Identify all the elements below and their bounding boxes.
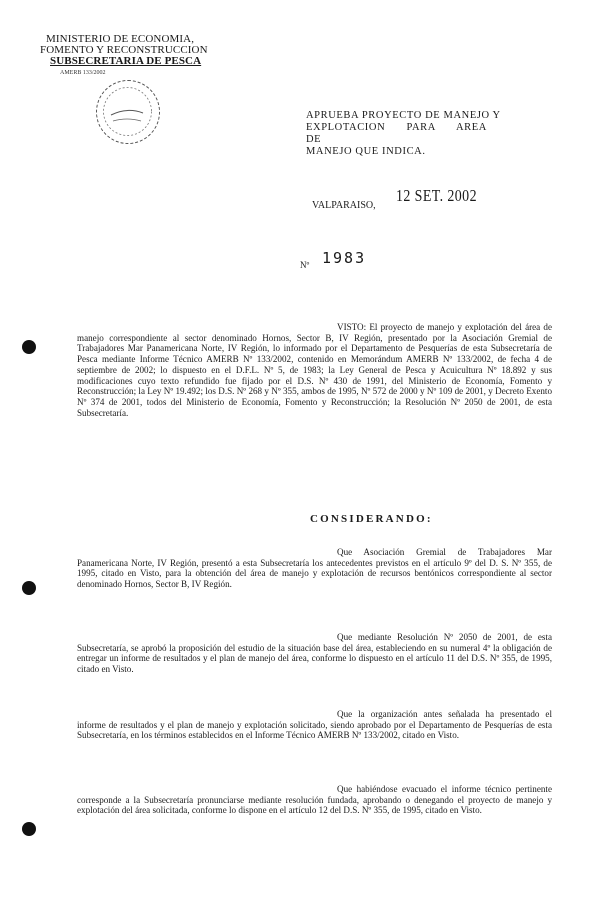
official-seal-stamp: [96, 80, 160, 144]
number-prefix: Nº: [300, 260, 310, 270]
visto-paragraph: VISTO: El proyecto de manejo y explotación del área de manejo correspondiente al sector denominado Hornos, Sector B, IV Región, presentado por la Asociación Gremial de Trabajadores Mar Panamericana Norte, IV Región, lo informado por el Departamento de Pesquerías de esta Subsecretaría de Pesca mediante Informe Técnico AMERB Nº 133/2002, contenido en Memorándum AMERB Nº 133/2002, de fecha 4 de septiembre de 2002; lo dispuesto en el D.F.L. Nº 5, de 1983; la Ley General de Pesca y Acuicultura Nº 18.892 y sus modificaciones cuyo texto refundido fue fijado por el D.S. Nº 430 de 1991, del Ministerio de Economía, Fomento y Reconstrucción; la Ley Nº 19.492; los D.S. Nº 268 y Nº 355, ambos de 1995, Nº 572 de 2000 y Nº 109 de 2001, y Decreto Exento Nº 374 de 2001, todos del Ministerio de Economía, Fomento y Reconstrucción; la Resolución Nº 2050 de 2001, de esta Subsecretaría.: [77, 322, 552, 418]
letterhead-fomento: FOMENTO Y RECONSTRUCCION: [40, 44, 208, 56]
resolution-number: 1983: [322, 249, 367, 267]
issue-date: 12 SET. 2002: [396, 186, 477, 205]
subject-block: [306, 110, 512, 158]
seal-ring-icon: [97, 81, 158, 142]
subject-line-3: MANEJO QUE INDICA.: [306, 146, 426, 157]
binder-hole-mark: [22, 581, 36, 595]
letterhead-subsecretaria: SUBSECRETARIA DE PESCA: [50, 55, 202, 67]
considerando-paragraph-4: Que habiéndose evacuado el informe técnico pertinente corresponde a la Subsecretaría pronunciarse mediante resolución fundada, aprobando o denegando el proyecto de manejo y explotación del área solicitada, conforme lo dispone en el artículo 12 del D.S. Nº 355, de 1995, citado en Visto.: [77, 784, 552, 816]
reference-code: AMERB 133/2002: [60, 70, 106, 76]
binder-hole-mark: [22, 340, 36, 354]
considerando-paragraph-3: Que la organización antes señalada ha presentado el informe de resultados y el plan de manejo y explotación solicitado, siendo aprobado por el Departamento de Pesquerías de esta Subsecretaría, en los términos establecidos en el Informe Técnico AMERB Nº 133/2002, citado en Visto.: [77, 709, 552, 741]
binder-hole-mark: [22, 822, 36, 836]
subject-line-2: EXPLOTACION PARA AREA DE: [306, 122, 487, 145]
letterhead: [40, 34, 208, 67]
considerando-paragraph-1: Que Asociación Gremial de Trabajadores Mar Panamericana Norte, IV Región, presentó a esta Subsecretaría los antecedentes previstos en el artículo 9º del D. S. Nº 355, de 1995, citado en Visto, para la obtención del área de manejo y explotación de recursos bentónicos correspondiente al sector denominado Hornos, Sector B, IV Región.: [77, 547, 552, 590]
letterhead-ministry: MINISTERIO DE ECONOMIA,: [46, 33, 195, 45]
subject-line-1: APRUEBA PROYECTO DE MANEJO Y: [306, 110, 501, 121]
considerando-heading: CONSIDERANDO:: [310, 513, 433, 525]
considerando-paragraph-2: Que mediante Resolución Nº 2050 de 2001, de esta Subsecretaría, se aprobó la proposición del estudio de la situación base del área, estableciendo en su numeral 4º la obligación de entregar un informe de resultados y el plan de manejo del área, conforme lo dispuesto en el artículo 11 del D.S. Nº 355, de 1995, citado en Visto.: [77, 632, 552, 675]
place: VALPARAISO,: [312, 200, 376, 211]
